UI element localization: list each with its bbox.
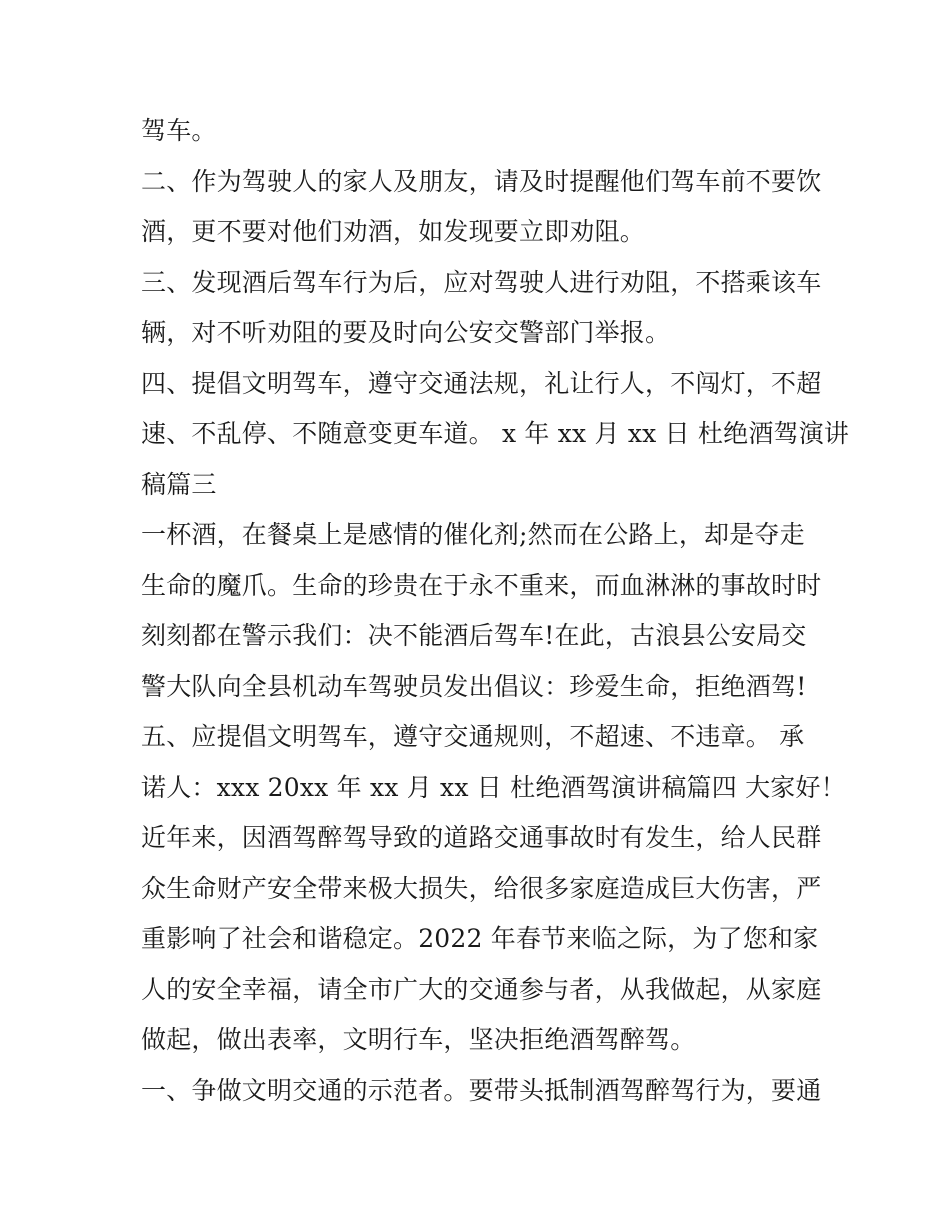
- text-line: 三、发现酒后驾车行为后，应对驾驶人进行劝阻，不搭乘该车: [141, 267, 822, 297]
- text-line: 刻刻都在警示我们：决不能酒后驾车!在此，古浪县公安局交: [141, 621, 807, 650]
- document-body: [141, 106, 850, 1116]
- text-line: 一、争做文明交通的示范者。要带头抵制酒驾醉驾行为，要通: [141, 1075, 822, 1105]
- text-line: 一杯酒，在餐桌上是感情的催化剂;然而在公路上，却是夺走: [141, 520, 805, 549]
- text-line: 生命的魔爪。生命的珍贵在于永不重来，而血淋淋的事故时时: [141, 570, 822, 600]
- text-line: 近年来，因酒驾醉驾导致的道路交通事故时有发生，给人民群: [141, 823, 822, 852]
- text-line: 警大队向全县机动车驾驶员发出倡议：珍爱生命，拒绝酒驾!: [141, 671, 807, 701]
- text-line: 人的安全幸福，请全市广大的交通参与者，从我做起，从家庭: [141, 974, 822, 1004]
- text-line: 稿篇三: [141, 469, 217, 499]
- text-line: 四、提倡文明驾车，遵守交通法规，礼让行人，不闯灯，不超: [141, 368, 822, 398]
- text-line: 二、作为驾驶人的家人及朋友，请及时提醒他们驾车前不要饮: [141, 166, 822, 196]
- text-line: 酒，更不要对他们劝酒，如发现要立即劝阻。: [141, 217, 646, 246]
- text-line: 辆，对不听劝阻的要及时向公安交警部门举报。: [141, 318, 671, 347]
- text-line: 五、应提倡文明驾车，遵守交通规则，不超速、不违章。 承: [141, 722, 805, 751]
- text-line: 众生命财产安全带来极大损失，给很多家庭造成巨大伤害，严: [141, 873, 822, 903]
- text-line: 做起，做出表率，文明行车，坚决拒绝酒驾醉驾。: [141, 1025, 696, 1054]
- text-line: 诺人：xxx 20xx 年 xx 月 xx 日 杜绝酒驾演讲稿篇四 大家好！: [141, 772, 846, 802]
- text-line: 驾车。: [141, 116, 217, 145]
- text-line: 速、不乱停、不随意变更车道。 x 年 xx 月 xx 日 杜绝酒驾演讲: [141, 419, 850, 448]
- text-line: 重影响了社会和谐稳定。2022 年春节来临之际，为了您和家: [141, 924, 819, 953]
